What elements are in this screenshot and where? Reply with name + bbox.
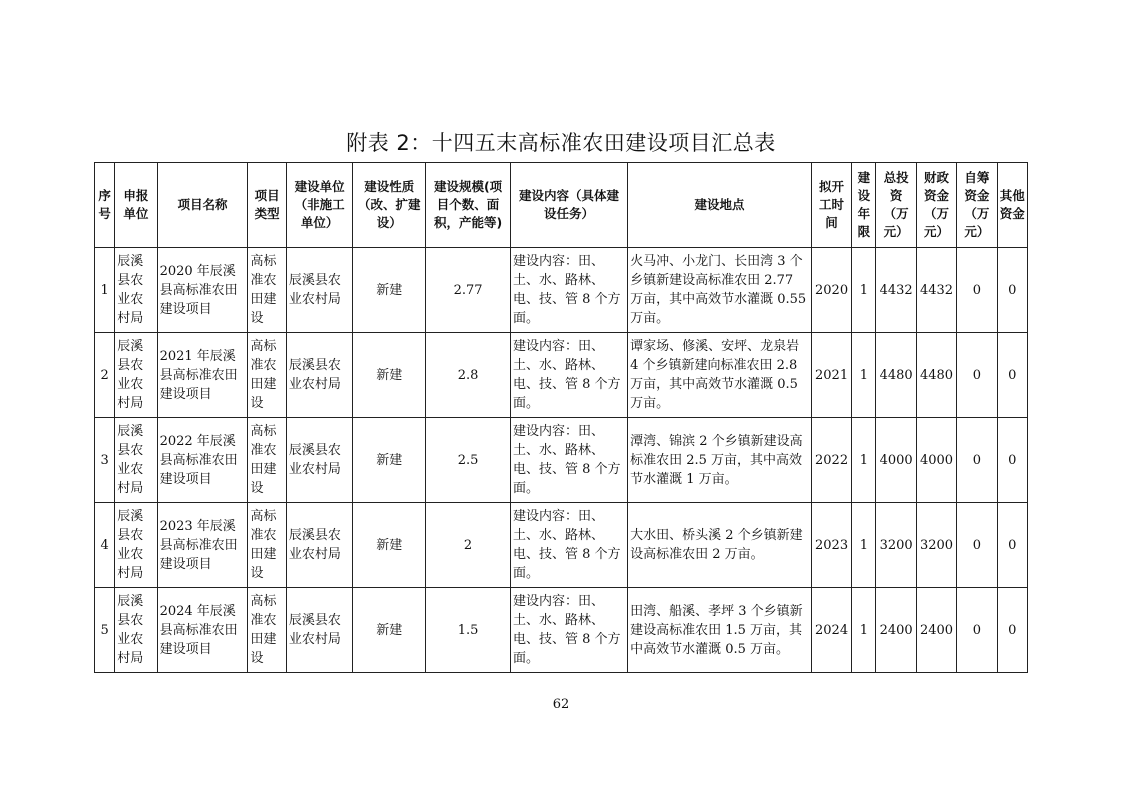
cell-builder: 辰溪县农业农村局 xyxy=(286,248,353,333)
cell-type: 高标准农田建设 xyxy=(248,248,286,333)
cell-type: 高标准农田建设 xyxy=(248,333,286,418)
cell-fiscal: 4480 xyxy=(916,333,956,418)
cell-content: 建设内容：田、土、水、路林、电、技、管 8 个方面。 xyxy=(510,248,627,333)
table-row xyxy=(95,588,1028,673)
project-summary-table xyxy=(94,162,1028,673)
cell-total: 4000 xyxy=(876,418,916,503)
cell-scale: 2.5 xyxy=(426,418,511,503)
cell-start: 2023 xyxy=(811,503,851,588)
cell-other: 0 xyxy=(997,503,1027,588)
cell-scale: 1.5 xyxy=(426,588,511,673)
cell-unit: 辰溪县农业农村局 xyxy=(115,588,157,673)
cell-name: 2021 年辰溪县高标准农田建设项目 xyxy=(157,333,248,418)
cell-unit: 辰溪县农业农村局 xyxy=(115,503,157,588)
cell-nature: 新建 xyxy=(353,248,426,333)
cell-period: 1 xyxy=(852,333,876,418)
header-other: 其他资金 xyxy=(997,163,1027,248)
cell-nature: 新建 xyxy=(353,333,426,418)
cell-builder: 辰溪县农业农村局 xyxy=(286,503,353,588)
cell-nature: 新建 xyxy=(353,503,426,588)
cell-scale: 2.77 xyxy=(426,248,511,333)
cell-type: 高标准农田建设 xyxy=(248,503,286,588)
cell-unit: 辰溪县农业农村局 xyxy=(115,333,157,418)
header-builder: 建设单位（非施工单位） xyxy=(286,163,353,248)
cell-nature: 新建 xyxy=(353,418,426,503)
cell-total: 2400 xyxy=(876,588,916,673)
cell-start: 2020 xyxy=(811,248,851,333)
cell-self: 0 xyxy=(957,333,997,418)
header-location: 建设地点 xyxy=(628,163,812,248)
cell-content: 建设内容：田、土、水、路林、电、技、管 8 个方面。 xyxy=(510,588,627,673)
cell-fiscal: 4000 xyxy=(916,418,956,503)
header-start: 拟开工时间 xyxy=(811,163,851,248)
cell-total: 4480 xyxy=(876,333,916,418)
cell-content: 建设内容：田、土、水、路林、电、技、管 8 个方面。 xyxy=(510,418,627,503)
cell-builder: 辰溪县农业农村局 xyxy=(286,418,353,503)
cell-other: 0 xyxy=(997,248,1027,333)
table-row xyxy=(95,418,1028,503)
header-total: 总投资（万元） xyxy=(876,163,916,248)
cell-start: 2021 xyxy=(811,333,851,418)
cell-self: 0 xyxy=(957,503,997,588)
header-seq: 序号 xyxy=(95,163,115,248)
cell-scale: 2 xyxy=(426,503,511,588)
header-type: 项目类型 xyxy=(248,163,286,248)
cell-seq: 1 xyxy=(95,248,115,333)
cell-self: 0 xyxy=(957,588,997,673)
cell-total: 3200 xyxy=(876,503,916,588)
table-row xyxy=(95,333,1028,418)
cell-self: 0 xyxy=(957,418,997,503)
header-row xyxy=(95,163,1028,248)
cell-period: 1 xyxy=(852,418,876,503)
cell-location: 田湾、船溪、孝坪 3 个乡镇新建设高标准农田 1.5 万亩，其中高效节水灌溉 0.5 万亩。 xyxy=(628,588,812,673)
cell-name: 2024 年辰溪县高标准农田建设项目 xyxy=(157,588,248,673)
cell-scale: 2.8 xyxy=(426,333,511,418)
cell-other: 0 xyxy=(997,418,1027,503)
cell-builder: 辰溪县农业农村局 xyxy=(286,588,353,673)
header-self: 自筹资金（万元） xyxy=(957,163,997,248)
cell-start: 2024 xyxy=(811,588,851,673)
cell-name: 2022 年辰溪县高标准农田建设项目 xyxy=(157,418,248,503)
cell-name: 2020 年辰溪县高标准农田建设项目 xyxy=(157,248,248,333)
cell-start: 2022 xyxy=(811,418,851,503)
cell-content: 建设内容：田、土、水、路林、电、技、管 8 个方面。 xyxy=(510,333,627,418)
cell-location: 火马冲、小龙门、长田湾 3 个乡镇新建设高标准农田 2.77 万亩，其中高效节水灌溉 0.55 万亩。 xyxy=(628,248,812,333)
cell-fiscal: 2400 xyxy=(916,588,956,673)
cell-seq: 5 xyxy=(95,588,115,673)
header-nature: 建设性质（改、扩建设） xyxy=(353,163,426,248)
cell-unit: 辰溪县农业农村局 xyxy=(115,418,157,503)
table-row xyxy=(95,248,1028,333)
page-number: 62 xyxy=(552,697,570,712)
cell-period: 1 xyxy=(852,248,876,333)
cell-self: 0 xyxy=(957,248,997,333)
cell-period: 1 xyxy=(852,503,876,588)
header-fiscal: 财政资金（万元） xyxy=(916,163,956,248)
page-title: 附表 2：十四五末高标准农田建设项目汇总表 xyxy=(346,131,776,155)
cell-fiscal: 3200 xyxy=(916,503,956,588)
cell-nature: 新建 xyxy=(353,588,426,673)
cell-seq: 2 xyxy=(95,333,115,418)
header-content: 建设内容（具体建设任务） xyxy=(510,163,627,248)
cell-location: 谭家场、修溪、安坪、龙泉岩 4 个乡镇新建向标准农田 2.8 万亩，其中高效节水灌溉 0.5 万亩。 xyxy=(628,333,812,418)
cell-total: 4432 xyxy=(876,248,916,333)
cell-period: 1 xyxy=(852,588,876,673)
cell-type: 高标准农田建设 xyxy=(248,418,286,503)
table-row xyxy=(95,503,1028,588)
header-unit: 申报单位 xyxy=(115,163,157,248)
cell-location: 潭湾、锦滨 2 个乡镇新建设高标准农田 2.5 万亩，其中高效节水灌溉 1 万亩。 xyxy=(628,418,812,503)
cell-builder: 辰溪县农业农村局 xyxy=(286,333,353,418)
cell-other: 0 xyxy=(997,333,1027,418)
cell-other: 0 xyxy=(997,588,1027,673)
cell-seq: 4 xyxy=(95,503,115,588)
cell-unit: 辰溪县农业农村局 xyxy=(115,248,157,333)
cell-content: 建设内容：田、土、水、路林、电、技、管 8 个方面。 xyxy=(510,503,627,588)
cell-name: 2023 年辰溪县高标准农田建设项目 xyxy=(157,503,248,588)
cell-type: 高标准农田建设 xyxy=(248,588,286,673)
cell-fiscal: 4432 xyxy=(916,248,956,333)
header-period: 建设年限 xyxy=(852,163,876,248)
header-name: 项目名称 xyxy=(157,163,248,248)
cell-location: 大水田、桥头溪 2 个乡镇新建设高标准农田 2 万亩。 xyxy=(628,503,812,588)
header-scale: 建设规模(项目个数、面积，产能等) xyxy=(426,163,511,248)
cell-seq: 3 xyxy=(95,418,115,503)
